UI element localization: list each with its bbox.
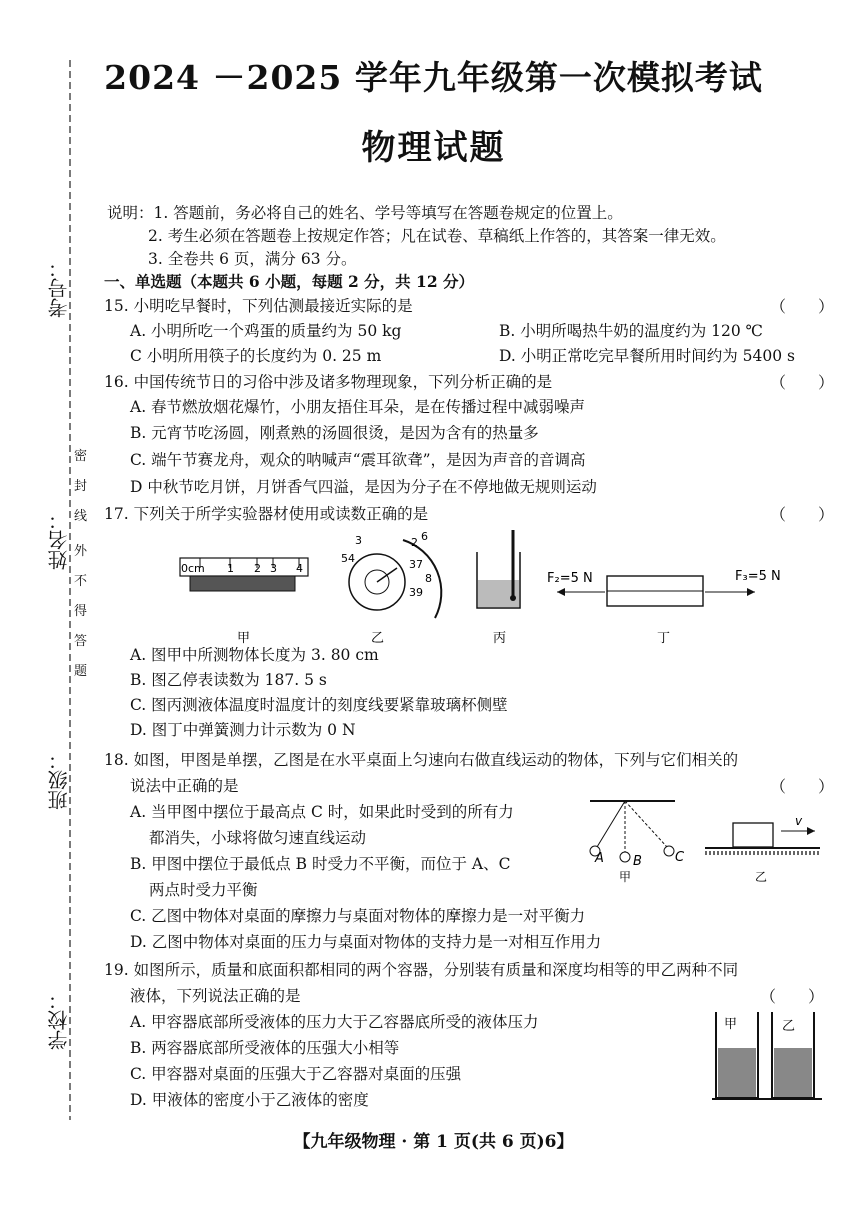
pendulum-point: B — [633, 854, 642, 869]
exam-number-label: 考号： — [47, 258, 71, 318]
answer-bracket: （ ） — [760, 987, 825, 1006]
q16-option-a: A. 春节燃放烟花爆竹，小朋友捂住耳朵，是在传播过程中减弱噪声 — [130, 398, 586, 416]
exam-title: 2024 －2025 学年九年级第一次模拟考试 — [104, 58, 763, 97]
instruction-1: 说明：1. 答题前，务必将自己的姓名、学号等填写在答题卷规定的位置上。 — [107, 204, 623, 222]
q17-option-c: C. 图丙测液体温度时温度计的刻度线要紧靠玻璃杯侧壁 — [130, 696, 508, 714]
watch-number: 6 — [421, 530, 428, 543]
class-label: 班级： — [47, 750, 71, 810]
fig-label: 乙 — [755, 870, 768, 884]
q18-stem-2: 说法中正确的是 — [130, 777, 239, 795]
block-on-table-figure — [705, 814, 820, 884]
q16-stem: 16. 中国传统节日的习俗中涉及诸多物理现象，下列分析正确的是 — [104, 373, 553, 391]
q19-containers-figure — [712, 1008, 832, 1108]
watch-number: 8 — [425, 572, 432, 585]
watch-number: 37 — [409, 558, 423, 571]
q18-option-b-2: 两点时受力平衡 — [149, 881, 258, 899]
q19-option-c: C. 甲容器对桌面的压强大于乙容器对桌面的压强 — [130, 1065, 462, 1083]
page-footer: 【九年级物理 · 第 1 页(共 6 页)6】 — [293, 1132, 574, 1152]
q16-option-c: C. 端午节赛龙舟，观众的呐喊声“震耳欲聋”，是因为声音的音调高 — [130, 451, 586, 469]
seal-char: 不 — [74, 574, 88, 589]
beaker-figure — [477, 530, 520, 645]
q17-figures — [175, 530, 795, 645]
school-label: 学校： — [47, 990, 71, 1050]
pendulum-point: A — [595, 851, 604, 866]
force-left-label: F₂=5 N — [547, 571, 593, 586]
ruler-tick: 2 — [254, 562, 261, 575]
section-heading: 一、单选题（本题共 6 小题，每题 2 分，共 12 分） — [104, 272, 475, 291]
force-right-label: F₃=5 N — [735, 569, 781, 584]
fig-label: 甲 — [619, 870, 632, 884]
container-label: 甲 — [724, 1017, 738, 1032]
ruler-tick: 3 — [270, 562, 277, 575]
seal-char: 外 — [74, 544, 88, 559]
q18-figures — [575, 795, 825, 885]
ruler-tick: 4 — [296, 562, 303, 575]
q18-option-a-1: A. 当甲图中摆位于最高点 C 时，如果此时受到的所有力 — [130, 803, 514, 821]
seal-char: 得 — [74, 604, 88, 619]
seal-char: 封 — [74, 479, 88, 494]
q15-option-d: D. 小明正常吃完早餐所用时间约为 5400 s — [499, 347, 795, 365]
container-label: 乙 — [782, 1019, 796, 1034]
answer-bracket: （ ） — [770, 297, 835, 316]
q18-option-d: D. 乙图中物体对桌面的压力与桌面对物体的支持力是一对相互作用力 — [130, 933, 602, 951]
watch-number: 2 — [411, 536, 418, 549]
q17-option-d: D. 图丁中弹簧测力计示数为 0 N — [130, 721, 356, 739]
watch-number: 54 — [341, 552, 355, 565]
q17-stem: 17. 下列关于所学实验器材使用或读数正确的是 — [104, 505, 429, 523]
q18-option-a-2: 都消失，小球将做匀速直线运动 — [149, 829, 367, 847]
q19-option-d: D. 甲液体的密度小于乙液体的密度 — [130, 1091, 369, 1109]
fig-label: 乙 — [371, 631, 385, 645]
pendulum-figure — [590, 801, 685, 884]
seal-char: 答 — [74, 634, 88, 649]
watch-number: 39 — [409, 586, 423, 599]
seal-char: 题 — [74, 664, 88, 679]
fig-label: 丙 — [493, 631, 507, 645]
binding-line — [58, 60, 88, 1120]
q17-option-b: B. 图乙停表读数为 187. 5 s — [130, 671, 327, 689]
q16-option-b: B. 元宵节吃汤圆，刚煮熟的汤圆很烫，是因为含有的热量多 — [130, 424, 539, 442]
q19-stem-2: 液体，下列说法正确的是 — [130, 987, 301, 1005]
q18-option-b-1: B. 甲图中摆位于最低点 B 时受力不平衡，而位于 A、C — [130, 855, 511, 873]
ruler-figure — [180, 558, 308, 645]
velocity-label: v — [795, 814, 803, 828]
seal-char: 密 — [74, 449, 88, 464]
spring-scale-figure — [547, 569, 781, 645]
seal-char: 线 — [74, 509, 88, 524]
instruction-2: 2. 考生必须在答题卷上按规定作答；凡在试卷、草稿纸上作答的，其答案一律无效。 — [148, 227, 726, 245]
stopwatch-figure — [341, 530, 441, 645]
instruction-3: 3. 全卷共 6 页，满分 63 分。 — [148, 250, 357, 268]
q15-option-b: B. 小明所喝热牛奶的温度约为 120 ℃ — [499, 322, 764, 340]
pendulum-point: C — [675, 850, 685, 865]
watch-number: 3 — [355, 534, 362, 547]
fig-label: 丁 — [657, 631, 671, 645]
q19-option-a: A. 甲容器底部所受液体的压力大于乙容器底所受的液体压力 — [130, 1013, 539, 1031]
fig-label: 甲 — [237, 631, 251, 645]
q15-stem: 15. 小明吃早餐时，下列估测最接近实际的是 — [104, 297, 413, 315]
q16-option-d: D 中秋节吃月饼，月饼香气四溢，是因为分子在不停地做无规则运动 — [130, 478, 597, 496]
answer-bracket: （ ） — [770, 777, 835, 796]
answer-bracket: （ ） — [770, 373, 835, 392]
q19-stem-1: 19. 如图所示，质量和底面积都相同的两个容器，分别装有质量和深度均相等的甲乙两种不同 — [104, 961, 739, 979]
q15-option-c: C 小明所用筷子的长度约为 0. 25 m — [130, 347, 382, 365]
q18-option-c: C. 乙图中物体对桌面的摩擦力与桌面对物体的摩擦力是一对平衡力 — [130, 907, 586, 925]
ruler-tick: 1 — [227, 562, 234, 575]
q17-option-a: A. 图甲中所测物体长度为 3. 80 cm — [130, 646, 379, 664]
name-label: 姓名： — [47, 510, 71, 570]
exam-subtitle: 物理试题 — [361, 128, 506, 168]
q19-option-b: B. 两容器底部所受液体的压强大小相等 — [130, 1039, 400, 1057]
ruler-tick: 0cm — [181, 562, 205, 575]
answer-bracket: （ ） — [770, 505, 835, 524]
q18-stem-1: 18. 如图，甲图是单摆，乙图是在水平桌面上匀速向右做直线运动的物体，下列与它们相关的 — [104, 751, 739, 769]
q15-option-a: A. 小明所吃一个鸡蛋的质量约为 50 kg — [130, 322, 402, 340]
